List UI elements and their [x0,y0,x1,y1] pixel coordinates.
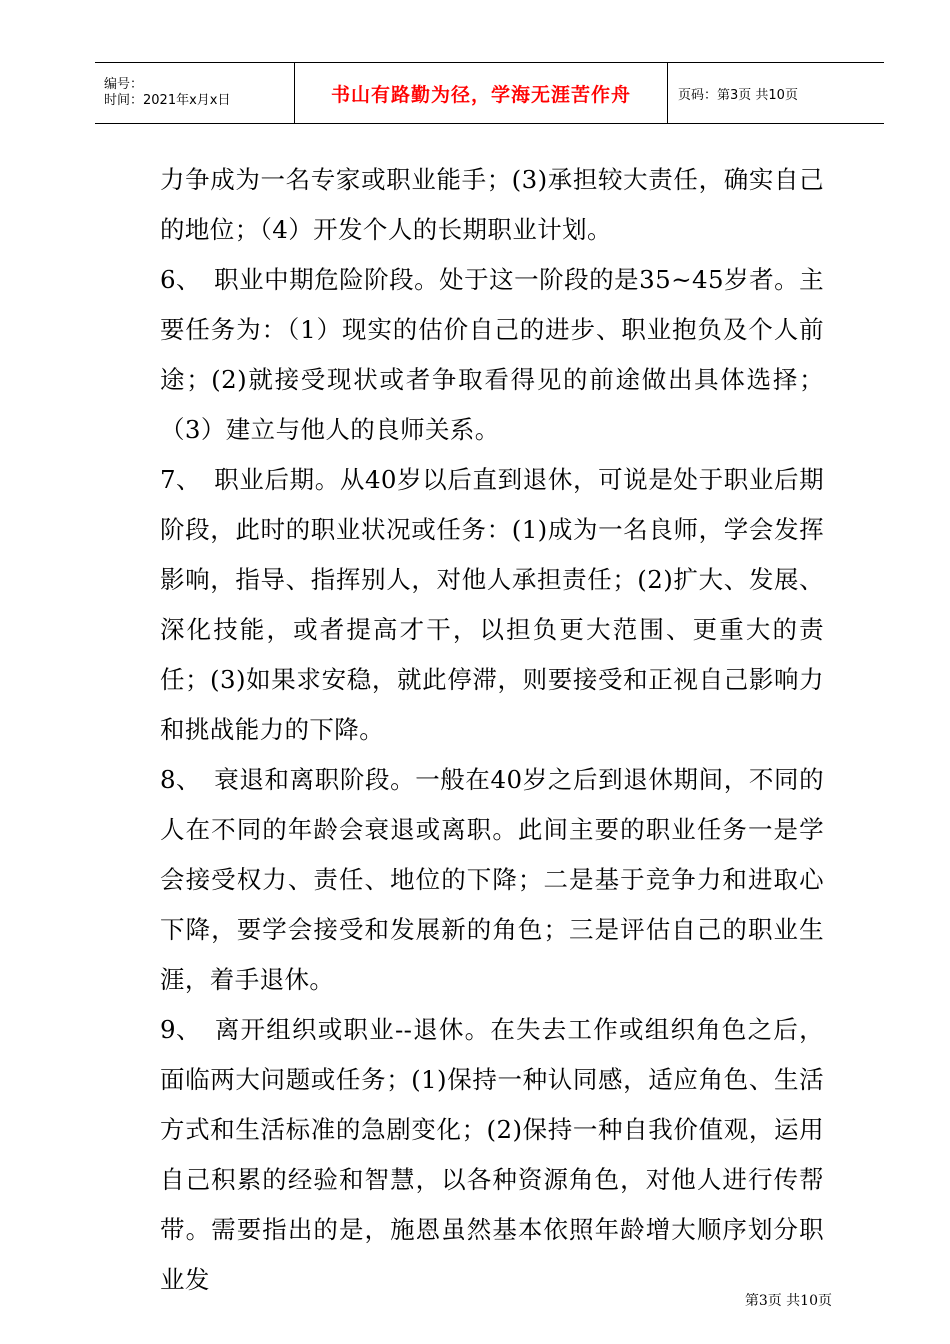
paragraph-item-7 [160,455,824,755]
body-text [160,155,824,1305]
item-number: 8、 [160,765,201,794]
paragraph-item-8 [160,755,824,1005]
serial-label: 编号： [104,77,144,92]
header-motto: 书山有路勤为径，学海无涯苦作舟 [295,63,668,123]
item-number: 9、 [160,1015,201,1044]
page-header [95,62,884,124]
item-text: 离开组织或职业--退休。在失去工作或组织角色之后，面临两大问题或任务；(1)保持一种认同感，适应角色、生活方式和生活标准的急剧变化；(2)保持一种自我价值观，运用自己积累的经验和智慧，以各种资源角色，对他人进行传帮带。需要指出的是，施恩虽然基本依照年龄增大顺序划分职业发 [160,1015,824,1294]
item-text: 职业中期危险阶段。处于这一阶段的是35~45岁者。主要任务为：（1）现实的估价自己的进步、职业抱负及个人前途；(2)就接受现状或者争取看得见的前途做出具体选择；（3）建立与他人的良师关系。 [160,265,824,444]
paragraph-item-6 [160,255,824,455]
paragraph-item-9 [160,1005,824,1305]
paragraph-continuation: 力争成为一名专家或职业能手；(3)承担较大责任，确实自己的地位；（4）开发个人的长期职业计划。 [160,165,824,244]
header-page-info: 页码：第3页 共10页 [678,87,798,103]
page-footer: 第3页 共10页 [744,1293,832,1309]
item-number: 7、 [160,465,201,494]
header-meta [95,63,295,123]
item-text: 衰退和离职阶段。一般在40岁之后到退休期间，不同的人在不同的年龄会衰退或离职。此间主要的职业任务一是学会接受权力、责任、地位的下降；二是基于竞争力和进取心下降，要学会接受和发展新的角色；三是评估自己的职业生涯，着手退休。 [160,765,824,994]
item-number: 6、 [160,265,201,294]
item-text: 职业后期。从40岁以后直到退休，可说是处于职业后期阶段，此时的职业状况或任务：(1)成为一名良师，学会发挥影响，指导、指挥别人，对他人承担责任；(2)扩大、发展、深化技能，或者提高才干，以担负更大范围、更重大的责任；(3)如果求安稳，就此停滞，则要接受和正视自己影响力和挑战能力的下降。 [160,465,824,744]
time-label: 时间：2021年x月x日 [104,93,231,108]
